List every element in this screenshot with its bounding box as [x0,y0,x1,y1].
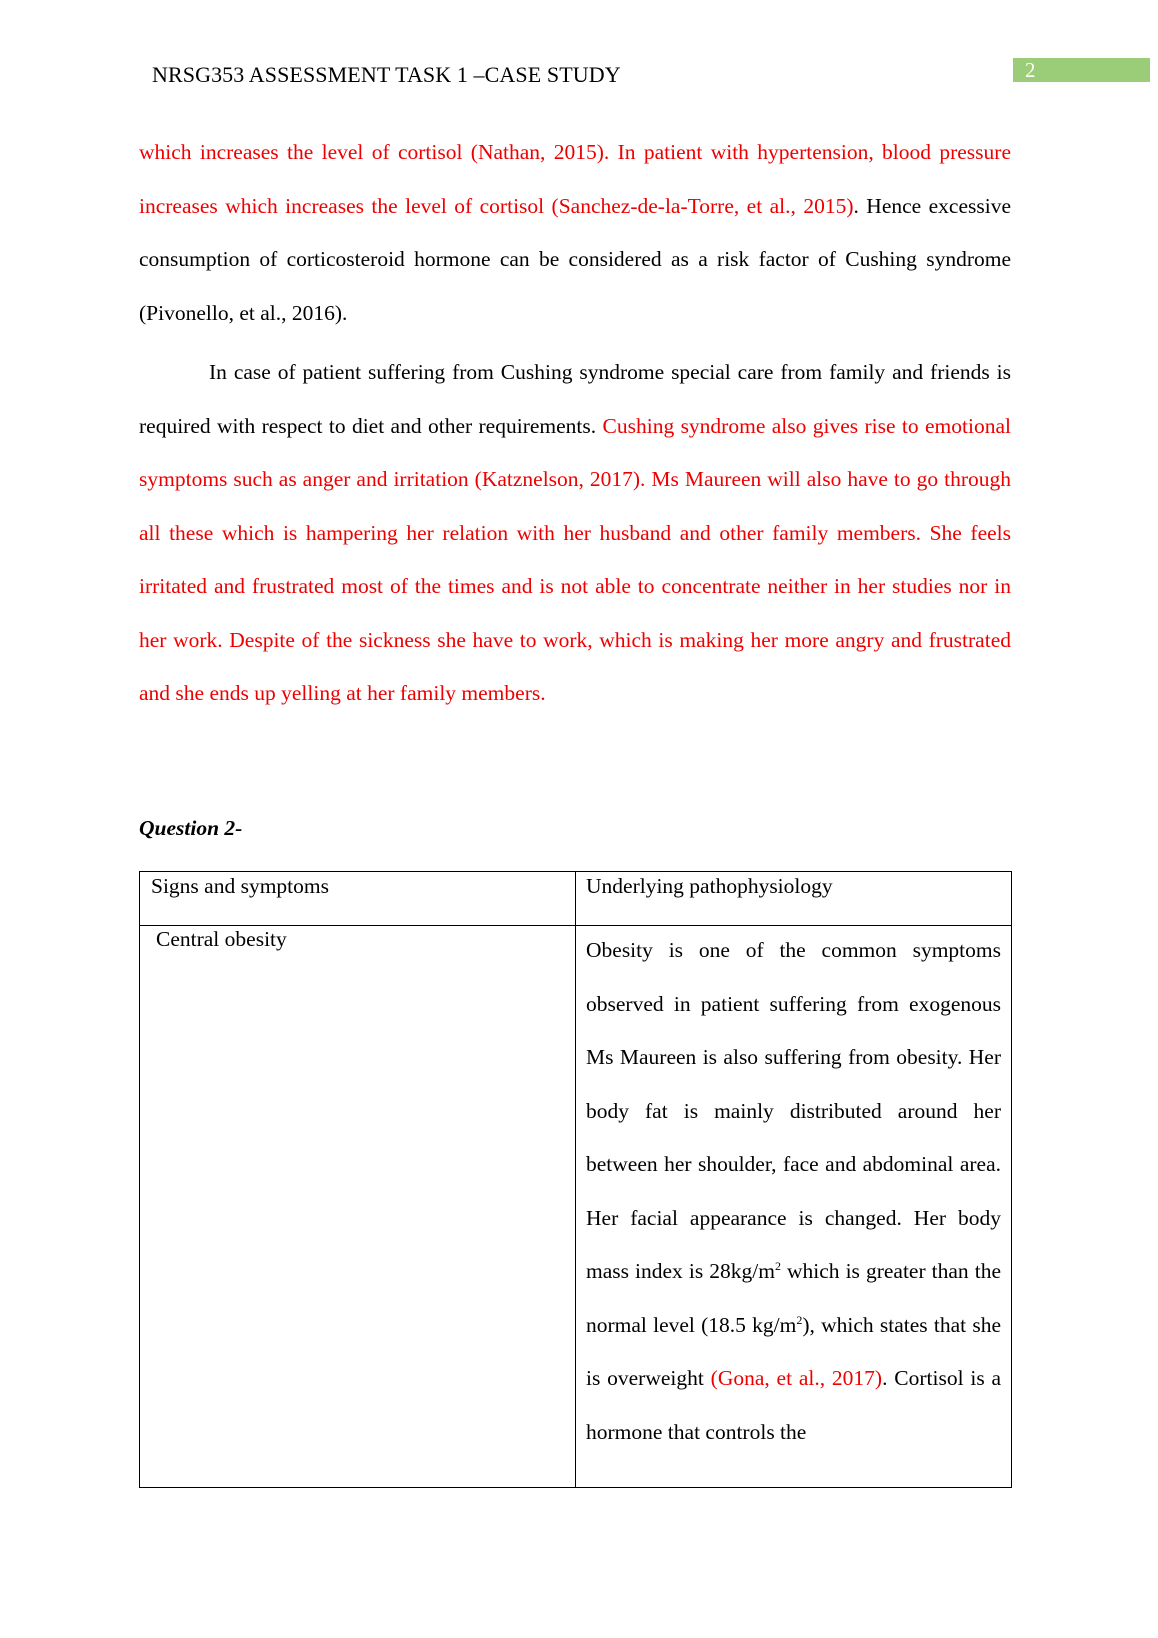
pathophysiology-text-d: . Cortisol is a hormone that controls the [586,1366,1002,1444]
table-column-divider [575,872,576,1487]
superscript-2: 2 [774,1259,781,1273]
symptoms-table [139,871,1012,1488]
page-number-badge [1013,58,1150,82]
paragraph-emotional-symptoms [139,346,1011,721]
paragraph-2-text: In case of patient suffering from Cushing syndrome special care from family and friends is required with respect to diet and other requirements. [139,360,1011,438]
header-title: NRSG353 ASSESSMENT TASK 1 –CASE STUDY [152,62,621,87]
superscript-2: 2 [796,1312,803,1327]
page-number: 2 [1025,58,1036,82]
table-cell-symptom: Central obesity [156,927,287,951]
pathophysiology-text-a: Obesity is one of the common symptoms observed in patient suffering from exogenous Ms Maureen is also suffering from obesity. Her body fat is mainly distributed around her between her shoulder, face and abdominal area. Her facial appearance is changed. Her body mass index is 28kg/m [586,938,1001,1283]
pathophysiology-citation: (Gona, et al., 2017) [710,1366,883,1390]
paragraph-1-text: . Hence excessive consumption of corticosteroid hormone can be considered as a risk factor of Cushing syndrome (Pivonello, et al., 2016). [139,193,1011,325]
paragraph-2-highlighted-text: Cushing syndrome also gives rise to emotional symptoms such as anger and irritation (Katznelson, 2017). Ms Maureen will also have to go through all these which is hampering her relation with her husband and other family members. She feels irritated and frustrated most of the times and is not able to concentrate neither in her studies nor in her work. Despite of the sickness she have to work, which is making her more angry and frustrated and she ends up yelling at her family members. [139,413,1011,705]
pathophysiology-text-c: ), which states that she is overweight [586,1312,1001,1390]
question-heading: Question 2- [139,816,243,840]
table-cell-pathophysiology [586,924,1001,1459]
table-header-pathophysiology: Underlying pathophysiology [586,874,833,898]
table-header-signs: Signs and symptoms [151,874,329,898]
pathophysiology-text-b: which is greater than the normal level (18.5 kg/m [586,1259,1001,1337]
paragraph-1-highlighted-text: which increases the level of cortisol (Nathan, 2015). In patient with hypertension, blood pressure increases which increases the level of cortisol (Sanchez-de-la-Torre, et al., 2015) [139,140,1011,218]
paragraph-cortisol-risk [139,126,1011,340]
